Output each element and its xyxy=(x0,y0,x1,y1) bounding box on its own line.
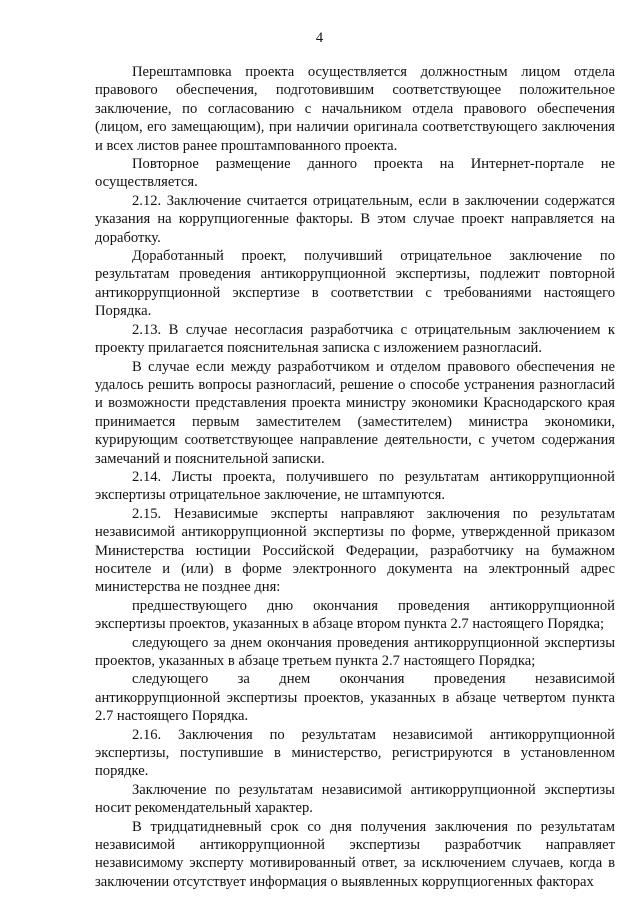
paragraph: 2.13. В случае несогласия разработчика с отрицательным заключением к проекту прилагается пояснительная записка с изложением разногласий. xyxy=(95,321,615,357)
paragraph: 2.14. Листы проекта, получившего по результатам антикоррупционной экспертизы отрицательное заключение, не штампуются. xyxy=(95,468,615,504)
paragraph: Перештамповка проекта осуществляется должностным лицом отдела правового обеспечения, подготовившим соответствующее положительное заключение, по согласованию с начальником отдела правового обеспечения (лицом, его замещающим), при наличии оригинала соответствующего заключения и всех листов ранее проштампованного проекта. xyxy=(95,64,615,154)
page-number: 4 xyxy=(315,30,324,46)
paragraph: Повторное размещение данного проекта на Интернет-портале не осуществляется. xyxy=(95,156,615,191)
paragraph: 2.16. Заключения по результатам независимой антикоррупционной экспертизы, поступившие в министерство, регистрируются в установленном порядке. xyxy=(95,726,615,780)
paragraph: В тридцатидневный срок со дня получения заключения по результатам независимой антикоррупционной экспертизы разработчик направляет независимому эксперту мотивированный ответ, за исключением случаев, когда в заключении отсутствует информация о выявленных коррупциогенных факторах xyxy=(95,818,615,890)
paragraph: предшествующего дню окончания проведения антикоррупционной экспертизы проектов, указанных в абзаце втором пункта 2.7 настоящего Порядка; xyxy=(95,597,615,633)
paragraph: следующего за днем окончания проведения независимой антикоррупционной экспертизы проектов, указанных в абзаце четвертом пункта 2.7 настоящего Порядка. xyxy=(95,671,615,725)
paragraph: 2.15. Независимые эксперты направляют заключения по результатам независимой антикоррупционной экспертизы по форме, утвержденной приказом Министерства юстиции Российской Федерации, разработчику на бумажном носителе и (или) в форме электронного документа на электронный адрес министерства не позднее дня: xyxy=(95,505,615,596)
body-text xyxy=(95,63,615,891)
paragraph: 2.12. Заключение считается отрицательным, если в заключении содержатся указания на коррупциогенные факторы. В этом случае проект направляется на доработку. xyxy=(95,192,615,246)
paragraph: Заключение по результатам независимой антикоррупционной экспертизы носит рекомендательный характер. xyxy=(95,781,615,817)
paragraph: Доработанный проект, получивший отрицательное заключение по результатам проведения антикоррупционной экспертизы, подлежит повторной антикоррупционной экспертизе в соответствии с требованиями настоящего Порядка. xyxy=(95,248,615,320)
paragraph: В случае если между разработчиком и отделом правового обеспечения не удалось решить вопросы разногласий, решение о способе устранения разногласий и возможности представления проекта министру экономики Краснодарского края принимается первым заместителем (заместителем) министра экономики, курирующим соответствующее направление деятельности, с учетом содержания замечаний и пояснительной записки. xyxy=(95,358,615,467)
paragraph: следующего за днем окончания проведения антикоррупционной экспертизы проектов, указанных в абзаце третьем пункта 2.7 настоящего Порядка; xyxy=(95,634,615,669)
